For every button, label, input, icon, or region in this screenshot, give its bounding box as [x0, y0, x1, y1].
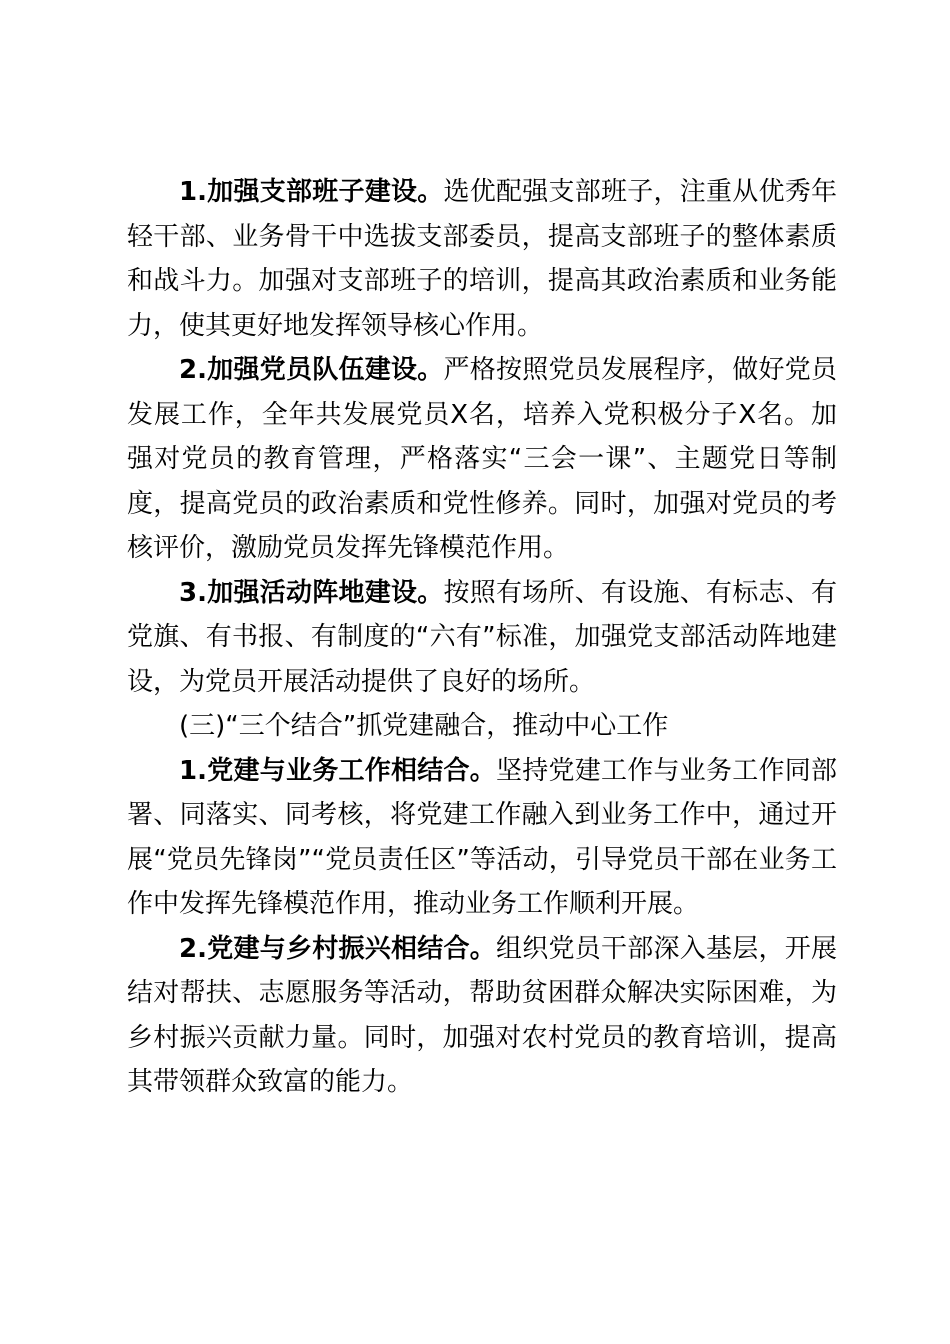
- paragraph-party-rural-revitalization: [127, 927, 837, 1105]
- paragraph-strengthen-activity-base: [127, 571, 837, 705]
- paragraph-lead: 3.加强活动阵地建设。: [179, 577, 444, 608]
- paragraph-text: 坚持党建工作与业务工作同部署、同落实、同考核，将党建工作融入到业务工作中，通过开展“党员先锋岗”“党员责任区”等活动，引导党员干部在业务工作中发挥先锋模范作用，推动业务工作顺利开展。: [127, 755, 837, 919]
- paragraph-strengthen-member-team: [127, 348, 837, 571]
- paragraph-text: 选优配强支部班子，注重从优秀年轻干部、业务骨干中选拔支部委员，提高支部班子的整体素质和战斗力。加强对支部班子的培训，提高其政治素质和业务能力，使其更好地发挥领导核心作用。: [127, 177, 837, 341]
- paragraph-lead: 1.党建与业务工作相结合。: [179, 755, 496, 786]
- paragraph-party-business-combination: [127, 749, 837, 927]
- section-heading-three-combinations: [127, 704, 837, 749]
- paragraph-lead: 2.党建与乡村振兴相结合。: [179, 933, 496, 964]
- paragraph-text: 组织党员干部深入基层，开展结对帮扶、志愿服务等活动，帮助贫困群众解决实际困难，为乡村振兴贡献力量。同时，加强对农村党员的教育培训，提高其带领群众致富的能力。: [127, 933, 837, 1097]
- paragraph-text: 严格按照党员发展程序，做好党员发展工作，全年共发展党员X名，培养入党积极分子X名。加强对党员的教育管理，严格落实“三会一课”、主题党日等制度，提高党员的政治素质和党性修养。同时，加强对党员的考核评价，激励党员发挥先锋模范作用。: [127, 355, 837, 563]
- document-body: [127, 170, 837, 1105]
- section-heading-text: (三)“三个结合”抓党建融合，推动中心工作: [179, 711, 669, 741]
- paragraph-strengthen-branch-team: [127, 170, 837, 348]
- paragraph-lead: 1.加强支部班子建设。: [179, 177, 444, 207]
- paragraph-text: 按照有场所、有设施、有标志、有党旗、有书报、有制度的“六有”标准，加强党支部活动阵地建设，为党员开展活动提供了良好的场所。: [127, 577, 837, 697]
- paragraph-lead: 2.加强党员队伍建设。: [179, 355, 444, 385]
